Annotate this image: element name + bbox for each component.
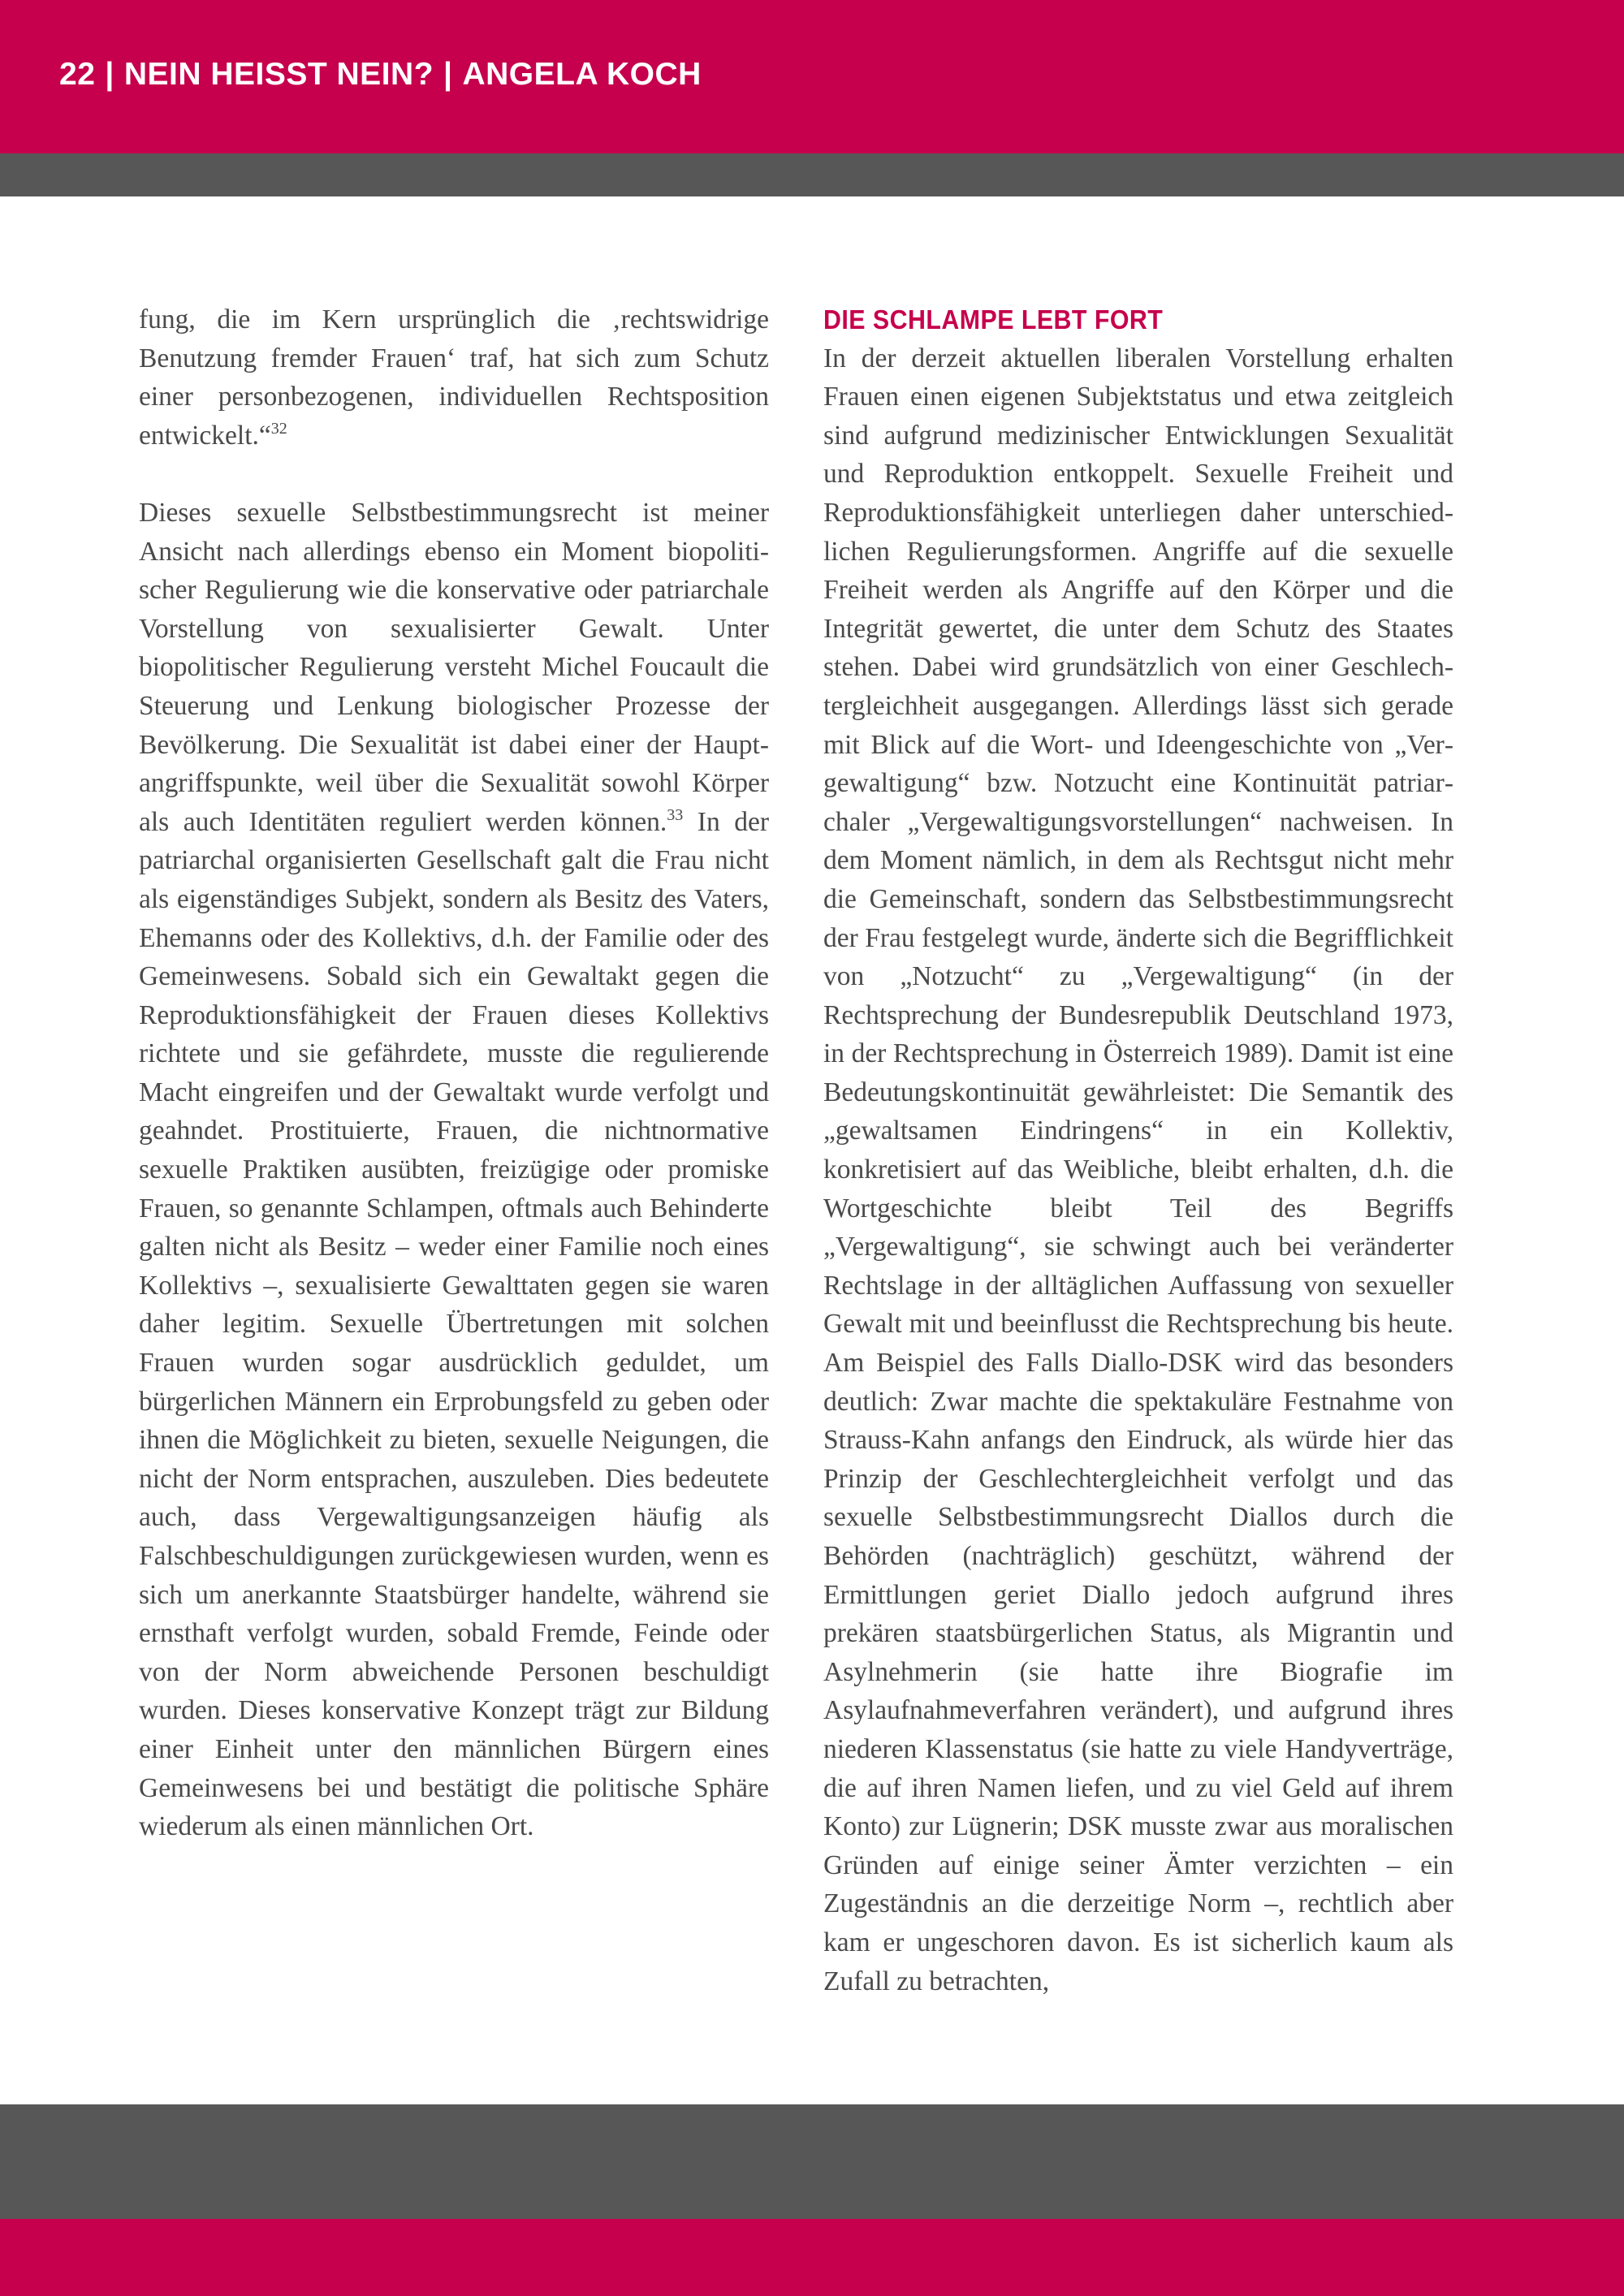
right-text-column: [823, 300, 1453, 2000]
paragraph-text: Dieses sexuelle Selbstbestimmungsrecht ist meiner Ansicht nach allerdings ebenso ein Moment biopolitischer Regulierung wie die konservative oder patriarchale Vorstellung von sexualisierter Gewalt. Unter biopolitischer Regulierung versteht Michel Foucault die Steuerung und Lenkung biologischer Prozesse der Bevölkerung. Die Sexualität ist dabei einer der Hauptangriffspunkte, weil über die Sexualität sowohl Körper als auch Identitäten reguliert werden können.: [139, 497, 769, 837]
author-name: ANGELA KOCH: [462, 57, 702, 92]
header-separator: |: [105, 57, 114, 92]
paragraph: [139, 300, 769, 455]
header-gray-stripe: [0, 153, 1624, 196]
publication-title: NEIN HEISST NEIN?: [123, 57, 434, 92]
left-text-column: [139, 300, 769, 1846]
running-header: [59, 57, 702, 93]
footer-gray-stripe: [0, 2104, 1624, 2219]
footnote-marker: 33: [667, 805, 684, 824]
paragraph-text: In der patriarchal organisierten Gesellschaft galt die Frau nicht als eigenständiges Subjekt, sondern als Besitz des Vaters, Ehemanns oder des Kollektivs, d.h. der Familie oder des Gemeinwesens. Sobald sich ein Gewaltakt gegen die Reproduktionsfähigkeit der Frauen dieses Kollektivs richtete und sie gefährdete, musste die regulierende Macht eingreifen und der Gewaltakt wurde verfolgt und geahndet. Prostituierte, Frauen, die nichtnormative sexuelle Praktiken ausübten, freizügige oder promiske Frauen, so genannte Schlampen, oftmals auch Behinderte galten nicht als Besitz – weder einer Familie noch eines Kollektivs –, sexualisierte Gewalttaten gegen sie waren daher legitim. Sexuelle Übertretungen mit solchen Frauen wurden sogar ausdrücklich geduldet, um bürgerlichen Männern ein Erprobungsfeld zu geben oder ihnen die Möglichkeit zu bieten, sexuelle Neigungen, die nicht der Norm entsprachen, auszuleben. Dies bedeutete auch, dass Vergewaltigungsanzeigen häufig als Falschbeschuldigungen zurückgewiesen wurden, wenn es sich um anerkannte Staatsbürger handelte, während sie ernsthaft verfolgt wurden, sobald Fremde, Feinde oder von der Norm abweichende Personen beschuldigt wurden. Dieses konservative Konzept trägt zur Bildung einer Einheit unter den männlichen Bürgern eines Gemeinwesens bei und bestätigt die politische Sphäre wiederum als einen männlichen Ort.: [139, 806, 769, 1842]
paragraph: In der derzeit aktuellen liberalen Vorstellung erhalten Frauen einen eigenen Subjektstatus und etwa zeitgleich sind aufgrund medizinischer Entwicklungen Sexualität und Reproduktion entkoppelt. Sexuelle Freiheit und Reproduktionsfähigkeit unterliegen daher unterschiedlichen Regulierungsformen. Angriffe auf die sexuelle Freiheit werden als Angriffe auf den Körper und die Integrität gewertet, die unter dem Schutz des Staates stehen. Dabei wird grundsätzlich von einer Geschlechtergleichheit ausgegangen. Allerdings lässt sich gerade mit Blick auf die Wort- und Ideengeschichte von „Vergewaltigung“ bzw. Notzucht eine Kontinuität patriarchaler „Vergewaltigungsvorstellungen“ nachweisen. In dem Moment nämlich, in dem als Rechtsgut nicht mehr die Gemeinschaft, sondern das Selbstbestimmungsrecht der Frau festgelegt wurde, änderte sich die Begrifflichkeit von „Notzucht“ zu „Vergewaltigung“ (in der Rechtsprechung der Bundesrepublik Deutschland 1973, in der Rechtsprechung in Österreich 1989). Damit ist eine Bedeutungskontinuität gewährleistet: Die Semantik des „gewaltsamen Eindringens“ in ein Kollektiv, konkretisiert auf das Weibliche, bleibt erhalten, d.h. die Wortgeschichte bleibt Teil des Begriffs „Vergewaltigung“, sie schwingt auch bei veränderter Rechtslage in der alltäglichen Auffassung von sexueller Gewalt mit und beeinflusst die Rechtsprechung bis heute. Am Beispiel des Falls Diallo-DSK wird das besonders deutlich: Zwar machte die spektakuläre Festnahme von Strauss-Kahn anfangs den Eindruck, als würde hier das Prinzip der Geschlechtergleichheit verfolgt und das sexuelle Selbstbestimmungsrecht Diallos durch die Behörden (nachträglich) geschützt, während der Ermittlungen geriet Diallo jedoch aufgrund ihres prekären staatsbürgerlichen Status, als Migrantin und Asylnehmerin (sie hatte ihre Biografie im Asylaufnahmeverfahren verändert), und aufgrund ihres niederen Klassenstatus (sie hatte zu viele Handyverträge, die auf ihren Namen liefen, und zu viel Geld auf ihrem Konto) zur Lügnerin; DSK musste zwar aus moralischen Gründen auf einige seiner Ämter verzichten – ein Zugeständnis an die derzeitige Norm –, rechtlich aber kam er ungeschoren davon. Es ist sicherlich kaum als Zufall zu betrachten,: [823, 343, 1453, 1996]
paragraph-text: fung, die im Kern ursprünglich die ‚rechtswidrige Benutzung fremder Frauen‘ traf, hat sich zum Schutz einer personbezogenen, individuellen Rechtsposition entwickelt.“: [139, 304, 769, 451]
section-heading: DIE SCHLAMPE LEBT FORT: [823, 304, 1164, 334]
footnote-marker: 32: [270, 419, 287, 438]
page-number: 22: [59, 57, 96, 92]
footer-band: [0, 2219, 1624, 2296]
paragraph: [139, 494, 769, 1846]
header-band: [0, 0, 1624, 153]
header-separator: |: [443, 57, 453, 92]
